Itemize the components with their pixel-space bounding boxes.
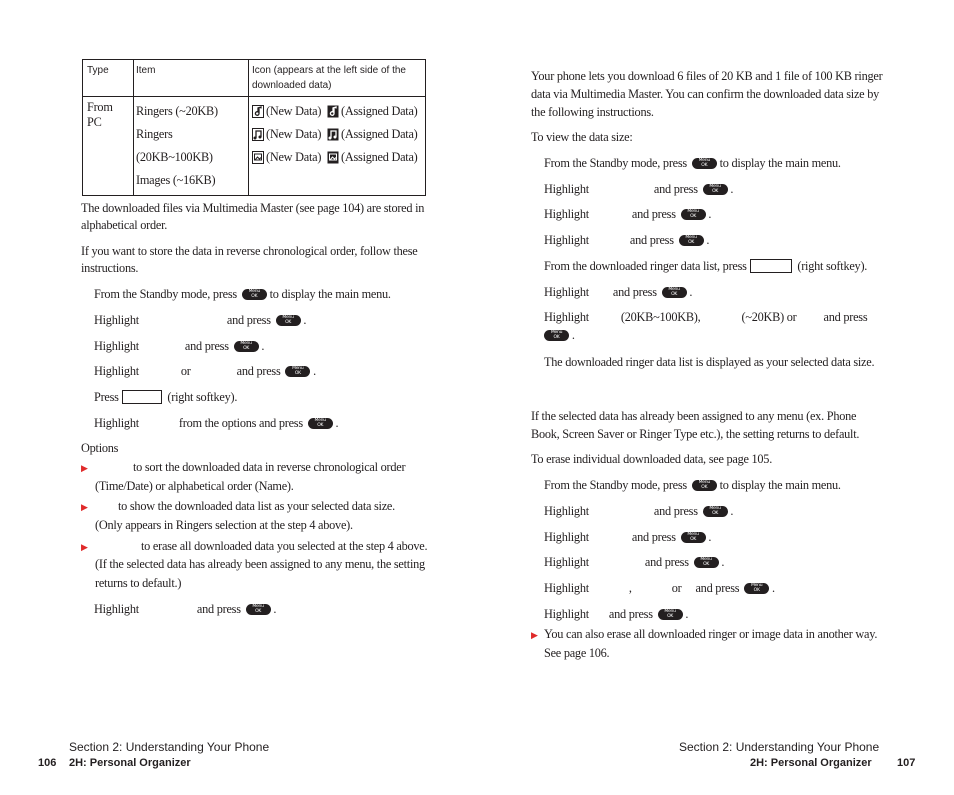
erase-step-2: Highlight and press Menu OK .: [544, 504, 734, 518]
right-step-6: Highlight and press Menu OK .: [544, 285, 693, 299]
intro-paragraph: The downloaded files via Multimedia Master (see page 104) are stored in alphabetical order.: [81, 201, 425, 232]
left-footer-section: Section 2: Understanding Your Phone: [69, 740, 270, 754]
left-step-3: Highlight and press Menu OK .: [94, 339, 265, 353]
table-row: (New Data) (Assigned Data): [252, 100, 422, 123]
menu-ok-key-icon: Menu OK: [234, 341, 259, 352]
right-footer-chapter: 2H: Personal Organizer: [750, 757, 872, 769]
right-intro-line-2: data via Multimedia Master. You can confirm the downloaded data size by: [531, 87, 879, 101]
menu-ok-key-icon: Menu OK: [679, 235, 704, 246]
erase-intro-line-1: If the selected data has already been assigned to any menu (ex. Phone: [531, 409, 857, 423]
menu-ok-key-icon: Menu OK: [681, 532, 706, 543]
menu-ok-key-icon: Menu OK: [242, 289, 267, 300]
note-line-1: You can also erase all downloaded ringer or image data in another way.: [544, 627, 878, 641]
table-icon-cell: [249, 97, 426, 196]
menu-ok-key-icon: Menu OK: [658, 609, 683, 620]
bullet-arrow-icon: ▶: [81, 463, 88, 473]
right-intro-line-3: the following instructions.: [531, 105, 654, 119]
menu-ok-key-icon: Menu OK: [285, 366, 310, 377]
right-step-7-key: Menu OK .: [544, 328, 575, 343]
menu-ok-key-icon: Menu OK: [692, 480, 717, 491]
displayed-note: The downloaded ringer data list is displayed as your selected data size.: [544, 355, 875, 369]
menu-ok-key-icon: Menu OK: [308, 418, 333, 429]
menu-ok-key-icon: Menu OK: [681, 209, 706, 220]
image-new-icon: [252, 151, 264, 164]
erase-step-6: Highlight and press Menu OK .: [544, 607, 689, 621]
right-step-1: From the Standby mode, press Menu OK to display the main menu.: [544, 156, 841, 170]
table-item-images: Images (~16KB): [136, 173, 216, 187]
erase-step-3: Highlight and press Menu OK .: [544, 530, 712, 544]
download-icon-table: [82, 59, 426, 196]
ringer-large-new-icon: [252, 128, 264, 141]
table-row: (New Data) (Assigned Data): [252, 146, 422, 169]
right-step-4: Highlight and press Menu OK .: [544, 233, 710, 247]
left-step-2: Highlight and press Menu OK .: [94, 313, 307, 327]
table-item-cell: [134, 97, 249, 196]
left-step-7: Highlight and press Menu OK .: [94, 602, 277, 616]
menu-ok-key-icon: Menu OK: [694, 557, 719, 568]
image-assigned-icon: [327, 151, 339, 164]
menu-ok-key-icon: Menu OK: [662, 287, 687, 298]
table-item-ringer-large: Ringers (20KB~100KB): [136, 127, 213, 164]
menu-ok-key-icon: Menu OK: [276, 315, 301, 326]
menu-ok-key-icon: Menu OK: [246, 604, 271, 615]
view-data-size-title: To view the data size:: [531, 130, 633, 144]
left-step-5: Press (right softkey).: [94, 390, 238, 404]
reverse-order-paragraph: If you want to store the data in reverse chronological order, follow these instructions.: [81, 244, 418, 275]
menu-ok-key-icon: Menu OK: [703, 506, 728, 517]
table-header-cell: Item: [134, 60, 249, 97]
left-page-number: 106: [38, 757, 57, 769]
table-item-ringer-small: Ringers (~20KB): [136, 104, 218, 118]
left-step-4: Highlight or and press Menu OK .: [94, 364, 316, 378]
ringer-assigned-icon: [327, 105, 339, 118]
option-3-line-2: (If the selected data has already been assigned to any menu, the setting: [95, 557, 425, 571]
erase-reference: To erase individual downloaded data, see page 105.: [531, 452, 773, 466]
left-footer-chapter: 2H: Personal Organizer: [69, 757, 191, 769]
options-title: Options: [81, 441, 119, 455]
bullet-arrow-icon: ▶: [81, 542, 88, 552]
option-1-line-2: (Time/Date) or alphabetical order (Name).: [95, 479, 294, 493]
option-2-line-2: (Only appears in Ringers selection at the step 4 above).: [95, 518, 353, 532]
erase-step-1: From the Standby mode, press Menu OK to display the main menu.: [544, 478, 841, 492]
table-header-cell: Type: [83, 60, 134, 97]
right-step-7: Highlight (20KB~100KB), (~20KB) or and press: [544, 310, 868, 324]
left-step-1: From the Standby mode, press Menu OK to display the main menu.: [94, 287, 391, 301]
table-row: (New Data) (Assigned Data): [252, 123, 422, 146]
table-type-cell: From PC: [83, 97, 134, 196]
menu-ok-key-icon: Menu OK: [703, 184, 728, 195]
option-1-line-1: to sort the downloaded data in reverse chronological order: [133, 460, 406, 474]
option-2-line-1: to show the downloaded data list as your selected data size.: [118, 499, 395, 513]
menu-ok-key-icon: Menu OK: [744, 583, 769, 594]
ringer-new-icon: [252, 105, 264, 118]
option-3-line-1: to erase all downloaded data you selected at the step 4 above.: [141, 539, 428, 553]
right-footer-section: Section 2: Understanding Your Phone: [679, 740, 880, 754]
ringer-large-assigned-icon: [327, 128, 339, 141]
right-intro-line-1: Your phone lets you download 6 files of 20 KB and 1 file of 100 KB ringer: [531, 69, 883, 83]
menu-ok-key-icon: Menu OK: [692, 158, 717, 169]
right-step-3: Highlight and press Menu OK .: [544, 207, 712, 221]
left-step-6: Highlight from the options and press Menu OK .: [94, 416, 339, 430]
right-softkey-box: [750, 259, 792, 273]
right-step-2: Highlight and press Menu OK .: [544, 182, 734, 196]
erase-step-4: Highlight and press Menu OK .: [544, 555, 725, 569]
right-step-5: From the downloaded ringer data list, press (right softkey).: [544, 259, 868, 273]
right-softkey-box: [122, 390, 162, 404]
erase-step-5: Highlight , or and press Menu OK .: [544, 581, 775, 595]
menu-ok-key-icon: Menu OK: [544, 330, 569, 341]
table-header-cell: Icon (appears at the left side of the downloaded data): [249, 60, 426, 97]
erase-intro-line-2: Book, Screen Saver or Ringer Type etc.), the setting returns to default.: [531, 427, 860, 441]
bullet-arrow-icon: ▶: [81, 502, 88, 512]
note-line-2: See page 106.: [544, 646, 610, 660]
option-3-line-3: returns to default.): [95, 576, 182, 590]
right-page-number: 107: [897, 757, 916, 769]
bullet-arrow-icon: ▶: [531, 630, 538, 640]
